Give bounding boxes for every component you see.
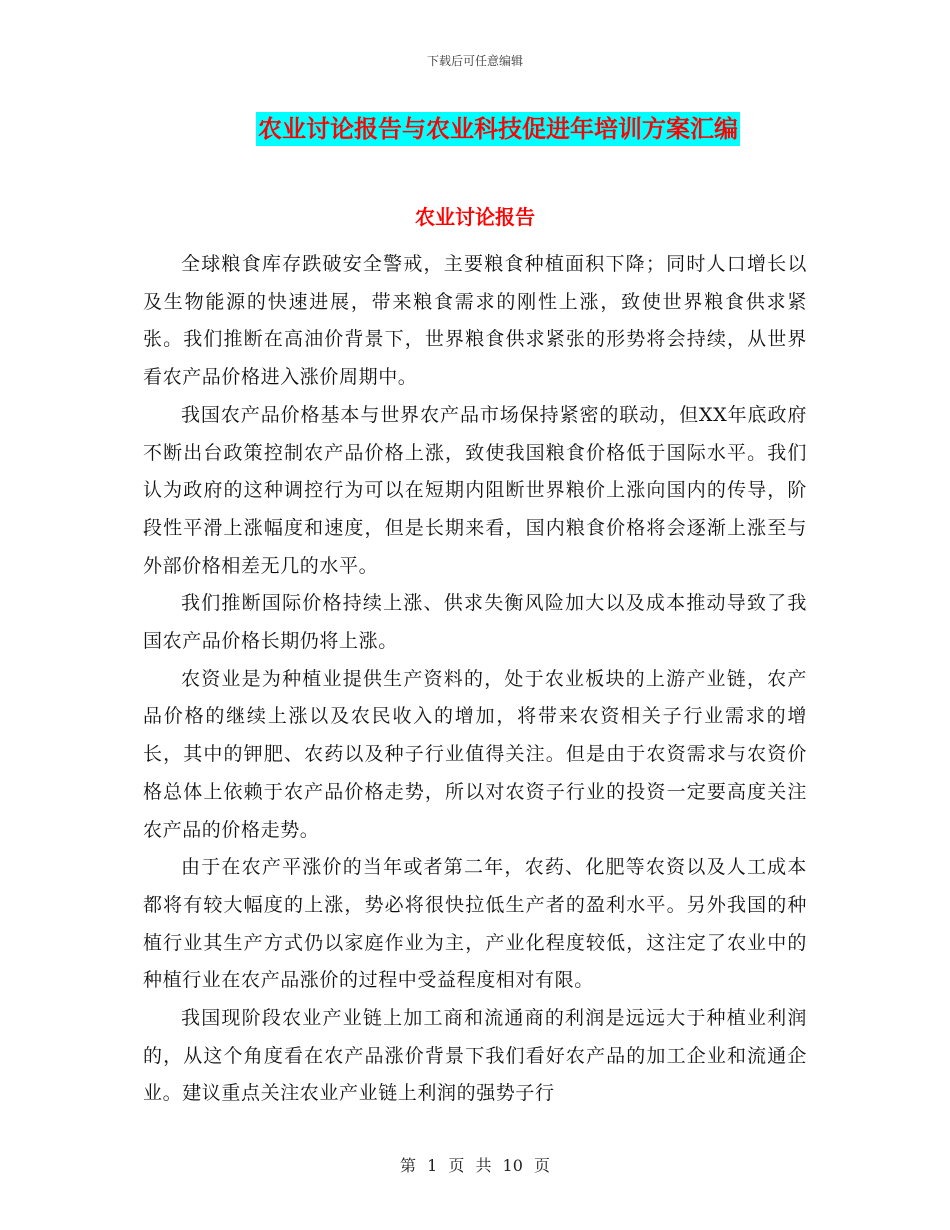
section-title: 农业讨论报告 <box>415 205 535 229</box>
main-title: 农业讨论报告与农业科技促进年培训方案汇编 <box>256 112 740 146</box>
page-footer: 第 1 页 共 10 页 <box>400 1156 550 1175</box>
main-title-container <box>0 112 950 146</box>
paragraph: 由于在农产平涨价的当年或者第二年，农药、化肥等农资以及人工成本都将有较大幅度的上涨，势必将很快拉低生产者的盈利水平。另外我国的种植行业其生产方式仍以家庭作业为主，产业化程度较低，这注定了农业中的种植行业在农产品涨价的过程中受益程度相对有限。 <box>143 856 807 992</box>
document-body <box>143 246 807 1113</box>
header-note: 下载后可任意编辑 <box>426 54 523 68</box>
paragraph: 全球粮食库存跌破安全警戒，主要粮食种植面积下降；同时人口增长以及生物能源的快速进展，带来粮食需求的刚性上涨，致使世界粮食供求紧张。我们推断在高油价背景下，世界粮食供求紧张的形势将会持续，从世界看农产品价格进入涨价周期中。 <box>143 253 807 389</box>
paragraph: 我国现阶段农业产业链上加工商和流通商的利润是远远大于种植业利润的，从这个角度看在农产品涨价背景下我们看好农产品的加工企业和流通企业。建议重点关注农业产业链上利润的强势子行 <box>143 1007 807 1105</box>
paragraph: 我国农产品价格基本与世界农产品市场保持紧密的联动，但XX年底政府不断出台政策控制农产品价格上涨，致使我国粮食价格低于国际水平。我们认为政府的这种调控行为可以在短期内阻断世界粮价上涨向国内的传导，阶段性平滑上涨幅度和速度，但是长期来看，国内粮食价格将会逐渐上涨至与外部价格相差无几的水平。 <box>143 403 807 577</box>
paragraph: 我们推断国际价格持续上涨、供求失衡风险加大以及成本推动导致了我国农产品价格长期仍将上涨。 <box>143 592 807 653</box>
paragraph: 农资业是为种植业提供生产资料的，处于农业板块的上游产业链，农产品价格的继续上涨以及农民收入的增加，将带来农资相关子行业需求的增长，其中的钾肥、农药以及种子行业值得关注。但是由于农资需求与农资价格总体上依赖于农产品价格走势，所以对农资子行业的投资一定要高度关注农产品的价格走势。 <box>143 667 807 841</box>
